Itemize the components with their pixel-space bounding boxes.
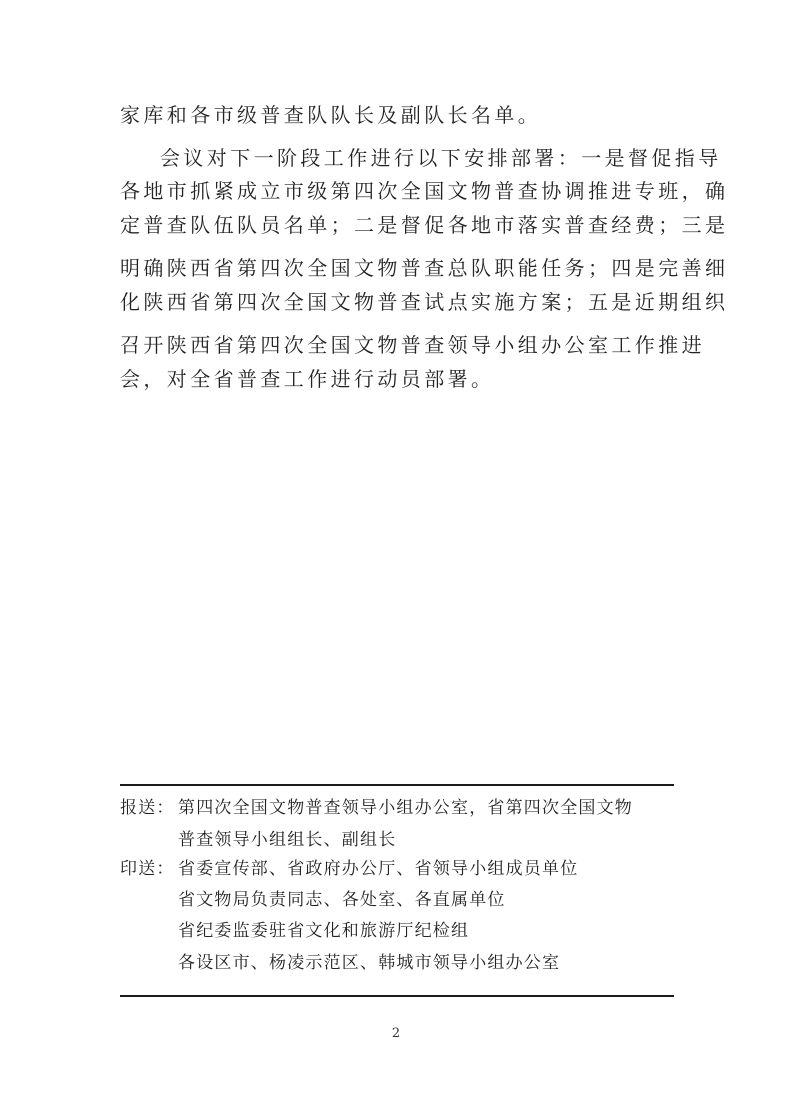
top-divider-rule	[120, 784, 674, 786]
body-text-line: 定普查队伍队员名单；二是督促各地市落实普查经费；三是	[120, 213, 729, 237]
print-recipient-line: 省纪委监委驻省文化和旅游厅纪检组	[178, 921, 470, 941]
bottom-divider-rule	[120, 995, 674, 997]
print-recipient-line: 各设区市、杨凌示范区、韩城市领导小组办公室	[178, 953, 561, 973]
body-text-line: 各地市抓紧成立市级第四次全国文物普查协调推进专班，确	[120, 179, 729, 203]
body-text-line: 会，对全省普查工作进行动员部署。	[120, 367, 495, 391]
report-recipient-line: 第四次全国文物普查领导小组办公室，省第四次全国文物	[178, 798, 633, 818]
body-text-line: 召开陕西省第四次全国文物普查领导小组办公室工作推进	[120, 333, 705, 357]
print-label: 印送：	[120, 859, 175, 879]
report-label: 报送：	[120, 798, 175, 818]
print-recipient-line: 省委宣传部、省政府办公厅、省领导小组成员单位	[178, 859, 579, 879]
body-paragraph-first-line: 会议对下一阶段工作进行以下安排部署：一是督促指导	[160, 146, 722, 170]
body-text-line: 明确陕西省第四次全国文物普查总队职能任务；四是完善细	[120, 256, 729, 280]
page-number: 2	[391, 1026, 401, 1041]
report-recipient-line: 普查领导小组组长、副组长	[178, 830, 397, 850]
print-recipient-line: 省文物局负责同志、各处室、各直属单位	[178, 890, 506, 910]
body-text-line: 家库和各市级普查队队长及副队长名单。	[120, 103, 542, 127]
body-text-line: 化陕西省第四次全国文物普查试点实施方案；五是近期组织	[120, 290, 729, 314]
